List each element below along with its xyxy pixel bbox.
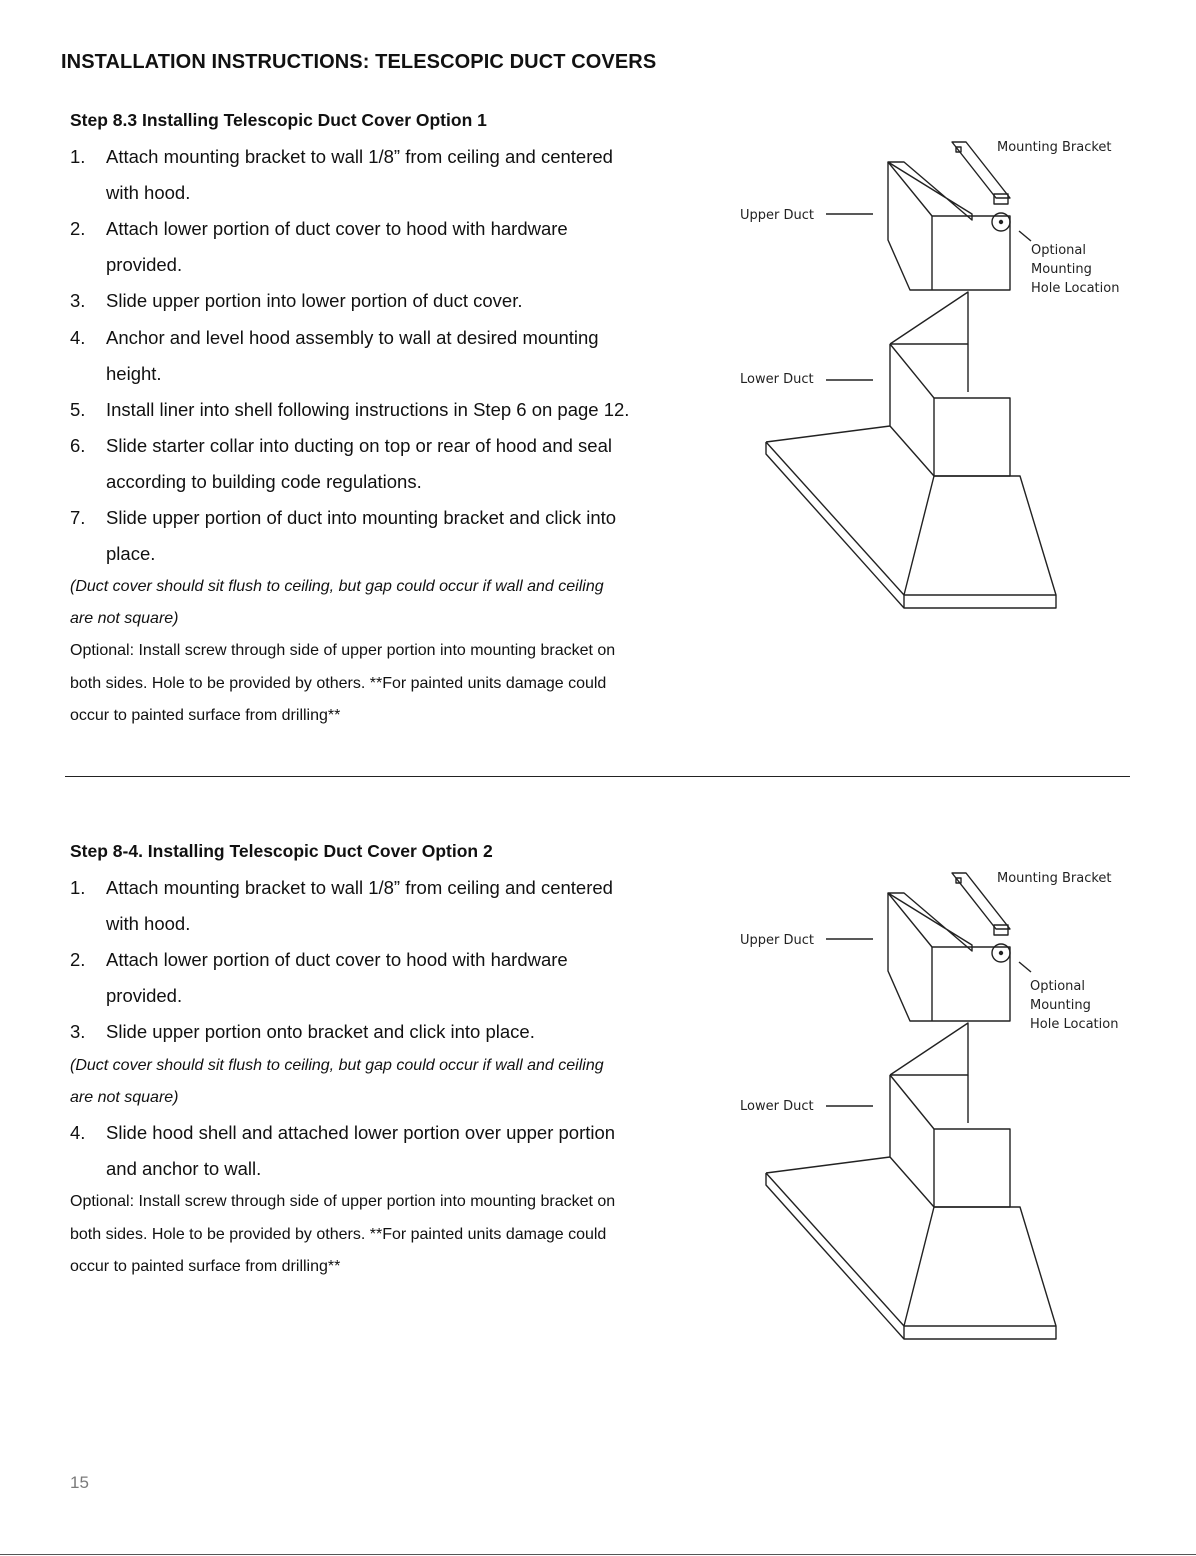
- option1-optional-line2: both sides. Hole to be provided by others. **For painted units damage could: [70, 675, 607, 692]
- duct-cover-diagram-option2: [730, 861, 1140, 1361]
- option1-note-line2: are not square): [70, 610, 179, 627]
- option2-step3-text: Slide upper portion onto bracket and click into place.: [106, 1021, 535, 1042]
- option2-step1-text: Attach mounting bracket to wall 1/8” from ceiling and centered: [106, 877, 613, 898]
- page-number: 15: [70, 1473, 89, 1492]
- option1-note-line1: (Duct cover should sit flush to ceiling, but gap could occur if wall and ceiling: [70, 578, 604, 595]
- option2-optional-line1: Optional: Install screw through side of upper portion into mounting bracket on: [70, 1193, 616, 1210]
- hood-back-edge: [766, 1157, 890, 1173]
- option1-step7-text: Slide upper portion of duct into mounting bracket and click into: [106, 507, 617, 528]
- option1-step7-number: 7.: [70, 507, 86, 528]
- option2-step4-text-cont: and anchor to wall.: [106, 1158, 262, 1179]
- label-optional: Optional: [1030, 979, 1085, 994]
- option1-step2-number: 2.: [70, 218, 86, 239]
- label-mounting: Mounting: [1030, 998, 1091, 1013]
- optional-hole-leader: [1019, 231, 1031, 241]
- option1-optional-line3: occur to painted surface from drilling**: [70, 707, 341, 724]
- lower-duct-top: [890, 1023, 968, 1075]
- bracket-end: [994, 194, 1008, 204]
- option2-note-line1: (Duct cover should sit flush to ceiling, but gap could occur if wall and ceiling: [70, 1057, 604, 1074]
- optional-hole-dot: [1000, 952, 1003, 955]
- option2-step1-number: 1.: [70, 877, 86, 898]
- option1-step4-number: 4.: [70, 327, 86, 348]
- option2-step2-text-cont: provided.: [106, 985, 183, 1006]
- optional-hole-leader: [1019, 962, 1031, 972]
- hood-back-edge: [766, 426, 890, 442]
- bracket-end: [994, 925, 1008, 935]
- label-mounting-bracket: Mounting Bracket: [997, 871, 1112, 886]
- option1-step7-text-cont: place.: [106, 543, 156, 564]
- option1-optional-line1: Optional: Install screw through side of upper portion into mounting bracket on: [70, 642, 616, 659]
- option1-step2-text: Attach lower portion of duct cover to hood with hardware: [106, 218, 568, 239]
- label-upper-duct: Upper Duct: [740, 208, 814, 223]
- upper-duct-outline: [888, 162, 1010, 290]
- section-divider: [65, 776, 1130, 777]
- option1-step1-text: Attach mounting bracket to wall 1/8” from ceiling and centered: [106, 146, 613, 167]
- option2-step1-text-cont: with hood.: [106, 913, 191, 934]
- label-hole-location: Hole Location: [1030, 1017, 1119, 1032]
- option2-optional-line2: both sides. Hole to be provided by others. **For painted units damage could: [70, 1226, 607, 1243]
- label-optional: Optional: [1031, 243, 1086, 258]
- option2-step2-text: Attach lower portion of duct cover to hood with hardware: [106, 949, 568, 970]
- option2-step4-number: 4.: [70, 1122, 86, 1143]
- label-lower-duct: Lower Duct: [740, 1099, 814, 1114]
- option2-optional-line3: occur to painted surface from drilling**: [70, 1258, 341, 1275]
- option2-note-line2: are not square): [70, 1089, 179, 1106]
- upper-duct-top-edge: [888, 162, 972, 220]
- upper-duct-outline: [888, 893, 1010, 1021]
- option2-heading: Step 8-4. Installing Telescopic Duct Cover Option 2: [70, 841, 493, 861]
- option1-step2-text-cont: provided.: [106, 254, 183, 275]
- option2-step3-number: 3.: [70, 1021, 86, 1042]
- duct-cover-diagram-option1: [730, 130, 1140, 630]
- option1-step6-text-cont: according to building code regulations.: [106, 471, 422, 492]
- bottom-rule: [0, 1554, 1196, 1555]
- lower-duct-top: [890, 292, 968, 344]
- lower-duct-body: [890, 1075, 1010, 1207]
- upper-duct-top-edge: [888, 893, 972, 951]
- option1-step4-text: Anchor and level hood assembly to wall at desired mounting: [106, 327, 599, 348]
- option1-step5-text: Install liner into shell following instructions in Step 6 on page 12.: [106, 399, 630, 420]
- hood-canopy: [766, 442, 1056, 608]
- option1-step4-text-cont: height.: [106, 363, 162, 384]
- label-mounting: Mounting: [1031, 262, 1092, 277]
- option1-heading: Step 8.3 Installing Telescopic Duct Cover Option 1: [70, 110, 487, 130]
- optional-hole-dot: [1000, 221, 1003, 224]
- option1-step5-number: 5.: [70, 399, 86, 420]
- option2-step4-text: Slide hood shell and attached lower portion over upper portion: [106, 1122, 616, 1143]
- option1-step3-text: Slide upper portion into lower portion of duct cover.: [106, 290, 523, 311]
- option1-step1-number: 1.: [70, 146, 86, 167]
- label-mounting-bracket: Mounting Bracket: [997, 140, 1112, 155]
- lower-duct-body: [890, 344, 1010, 476]
- label-hole-location: Hole Location: [1031, 281, 1120, 296]
- page-title: INSTALLATION INSTRUCTIONS: TELESCOPIC DUCT COVERS: [61, 51, 657, 73]
- option1-step6-number: 6.: [70, 435, 86, 456]
- option1-step1-text-cont: with hood.: [106, 182, 191, 203]
- label-lower-duct: Lower Duct: [740, 372, 814, 387]
- option1-step3-number: 3.: [70, 290, 86, 311]
- label-upper-duct: Upper Duct: [740, 933, 814, 948]
- option1-step6-text: Slide starter collar into ducting on top or rear of hood and seal: [106, 435, 612, 456]
- hood-canopy: [766, 1173, 1056, 1339]
- option2-step2-number: 2.: [70, 949, 86, 970]
